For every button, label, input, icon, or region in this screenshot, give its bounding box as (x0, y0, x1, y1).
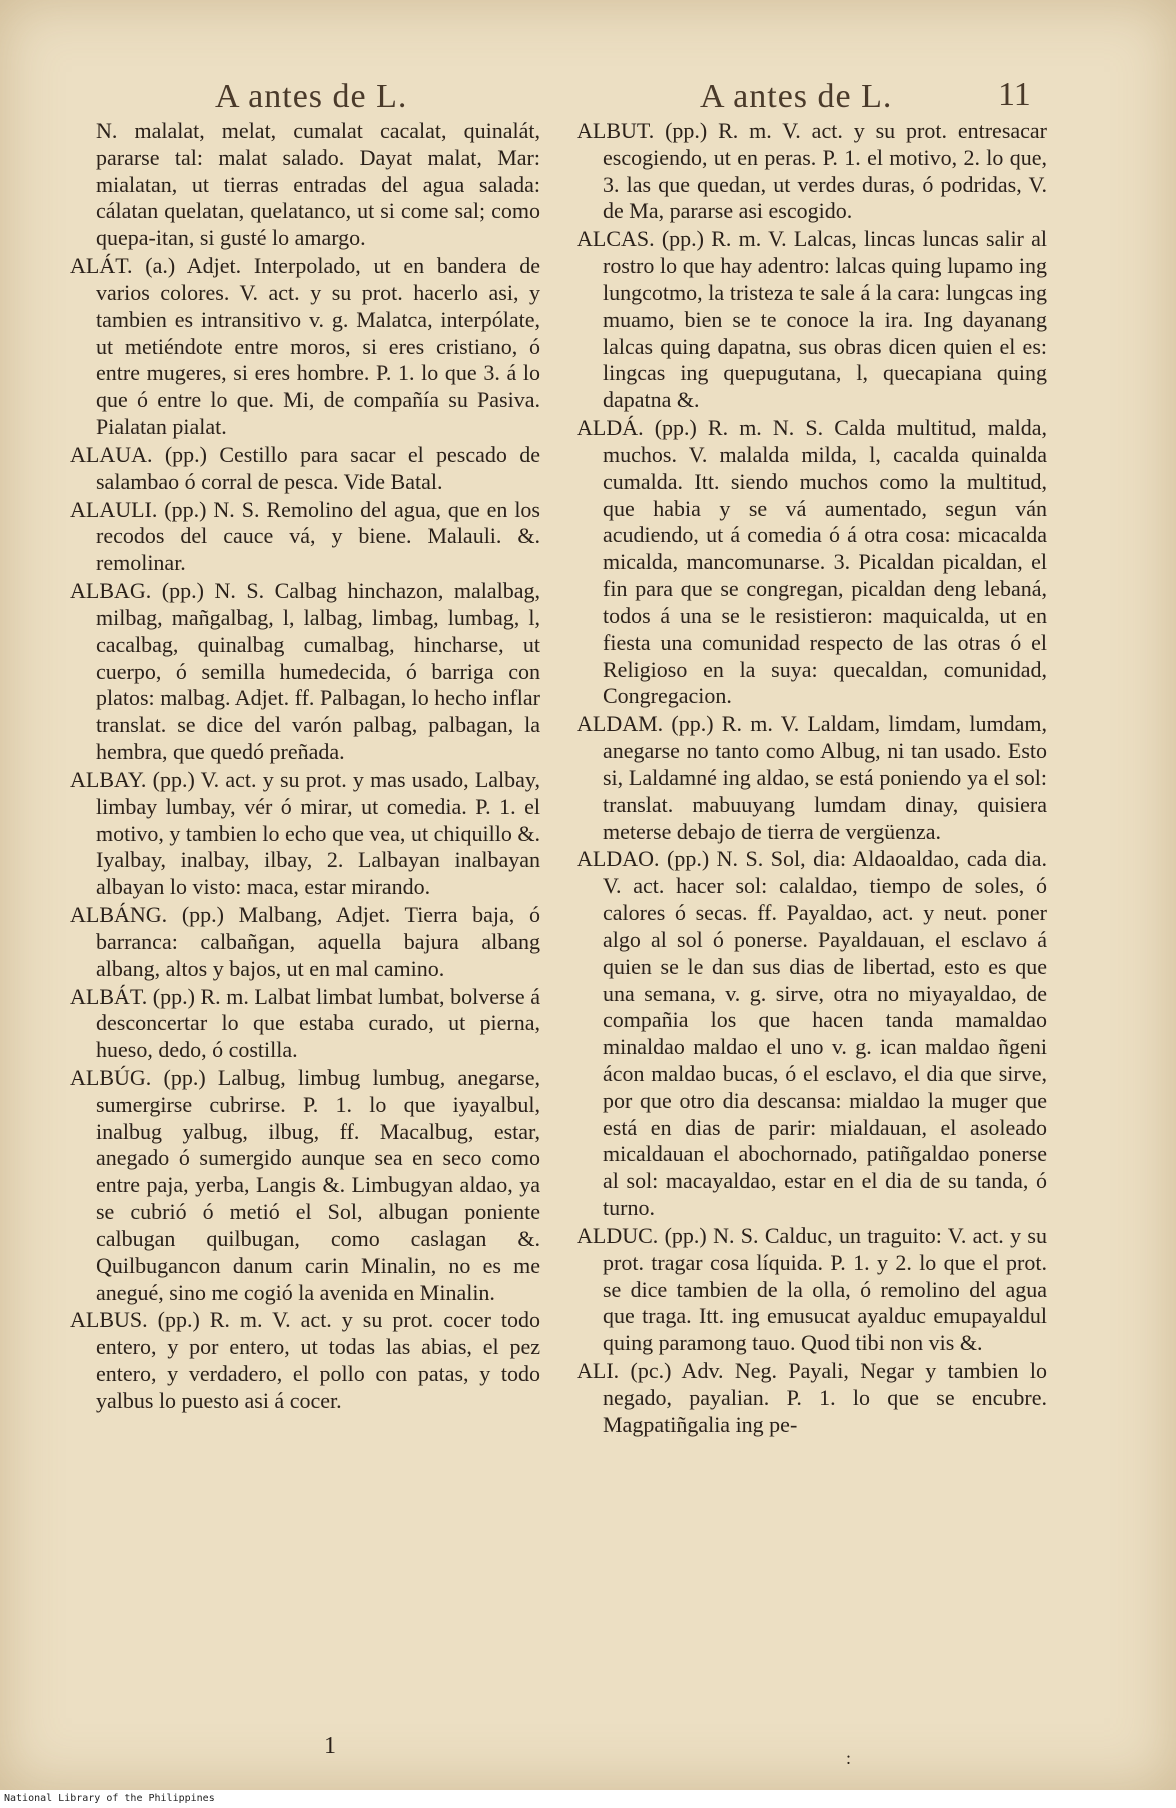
page-number: 11 (998, 76, 1031, 113)
left-column (70, 118, 540, 1416)
dictionary-entry: ALBÚG. (pp.) Lalbug, limbug lumbug, anegarse, sumergirse cubrirse. P. 1. lo que iyayalbul, inalbug yalbug, ilbug, ff. Macalbug, estar, anegado ó sumergido aunque sea en seco como entre paja, yerba, Langis &. Limbugyan aldao, ya se cubrió ó metió el Sol, albugan poniente calbugan quilbugan, como caslagan &. Quilbugancon danum carin Minalin, no es me anegué, sino me cogió la avenida en Minalin. (70, 1064, 540, 1305)
dictionary-entry: ALBUS. (pp.) R. m. V. act. y su prot. cocer todo entero, y por entero, ut todas las abias, el pez entero, y verdadero, el pollo con patas, y todo yalbus lo puesto asi á cocer. (70, 1307, 540, 1413)
dictionary-entry: ALI. (pc.) Adv. Neg. Payali, Negar y tambien lo negado, payalian. P. 1. lo que se encubre. Magpatiñgalia ing pe- (577, 1358, 1047, 1437)
catchword-mark: : (846, 1748, 852, 1768)
dictionary-entry: ALAUA. (pp.) Cestillo para sacar el pescado de salambao ó corral de pesca. Vide Batal. (70, 441, 540, 494)
entry-continuation: N. malalat, melat, cumalat cacalat, quinalát, pararse tal: malat salado. Dayat malat, Mar: mialatan, ut tierras entradas del agua salada: cálatan quelatan, quelatanco, ut si come sal; como quepa-itan, si gusté lo amargo. (96, 118, 540, 251)
right-column (577, 118, 1047, 1440)
signature-mark: 1 (324, 1733, 336, 1759)
running-header-left: A antes de L. (215, 78, 408, 115)
dictionary-entry: ALCAS. (pp.) R. m. V. Lalcas, lincas luncas salir al rostro lo que hay adentro: lalcas quing lupamo ing lungcotmo, la tristeza te sale á la cara: lungcas ing muamo, bien se te conoce la ira. Ing dayanang lalcas quing dapatna, sus obras dicen quien el es: lingcas ing quepugutana, l, quecapiana quing dapatna &. (577, 226, 1047, 413)
dictionary-entry: ALDAM. (pp.) R. m. V. Laldam, limdam, lumdam, anegarse no tanto como Albug, ni tan usado. Esto si, Laldamné ing aldao, se está poniendo ya el sol: translat. mabuuyang lumdam dinay, quisiera meterse debajo de tierra de vergüenza. (577, 711, 1047, 844)
dictionary-entry: ALBÁT. (pp.) R. m. Lalbat limbat lumbat, bolverse á desconcertar lo que estaba curado, ut pierna, hueso, dedo, ó costilla. (70, 983, 540, 1063)
dictionary-entry: ALDUC. (pp.) N. S. Calduc, un traguito: V. act. y su prot. tragar cosa líquida. P. 1. y 2. lo que el prot. se dice tambien de la olla, ó remolino del agua que traga. Itt. ing emusucat ayalduc emupayaldul quing paramong tauo. Quod tibi non vis &. (577, 1222, 1047, 1356)
dictionary-entry: ALDÁ. (pp.) R. m. N. S. Calda multitud, malda, muchos. V. malalda milda, l, cacalda quinalda cumalda. Itt. siendo muchos como la multitud, que habia y se vá aumentado, segun ván acudiendo, ut á comedia ó á otra cosa: micacalda micalda, mancomunarse. 3. Picaldan picaldan, el fin para que se congregan, picaldan deng lebaná, todos á una se le resistieron: maquicalda, ut en fiesta una comunidad respecto de las otras ó el Religioso en la suya: quecaldan, comunidad, Congregacion. (577, 415, 1047, 709)
dictionary-entry: ALBAG. (pp.) N. S. Calbag hinchazon, malalbag, milbag, mañgalbag, l, lalbag, limbag, lumbag, l, cacalbag, quinalbag cumalbag, hincharse, ut cuerpo, ó semilla humedecida, ó barriga con platos: malbag. Adjet. ff. Palbagan, lo hecho inflar translat. se dice del varón palbag, palbagan, la hembra, que quedó preñada. (70, 578, 540, 765)
dictionary-entry: ALÁT. (a.) Adjet. Interpolado, ut en bandera de varios colores. V. act. y su prot. hacerlo asi, y tambien es intransitivo v. g. Malatca, interpólate, ut metiéndote entre moros, si eres cristiano, ó entre mugeres, si eres hombre. P. 1. lo que 3. á lo que ó entre lo que. Mi, de compañía su Pasiva. Pialatan pialat. (70, 253, 540, 440)
dictionary-entry: ALBAY. (pp.) V. act. y su prot. y mas usado, Lalbay, limbay lumbay, vér ó mirar, ut comedia. P. 1. el motivo, y tambien lo echo que vea, ut chiquillo &. Iyalbay, inalbay, ilbay, 2. Lalbayan inalbayan albayan lo visto: maca, estar mirando. (70, 766, 540, 900)
library-footer: National Library of the Philippines (4, 1793, 215, 1804)
running-header-right: A antes de L. (700, 78, 893, 115)
dictionary-entry: ALDAO. (pp.) N. S. Sol, dia: Aldaoaldao, cada dia. V. act. hacer sol: calaldao, tiempo de soles, ó calores ó secas. ff. Payaldao, act. y neut. poner algo al sol ó ponerse. Payaldauan, el esclavo á quien se le dan sus dias de libertad, esto es que una semana, v. g. sirve, otra no miyayaldao, de compañia los que hacen tanda mamaldao minaldao maldao el uno v. g. ican maldao ñgeni ácon maldao bucas, ó el esclavo, el dia que sirve, por que otro dia descansa: mialdao la muger que está en dias de parir: mialdauan, el asoleado micaldauan el abochornado, patiñgaldao ponerse al sol: macayaldao, estar en el dia de su tanda, ó turno. (577, 846, 1047, 1221)
dictionary-entry: ALAULI. (pp.) N. S. Remolino del agua, que en los recodos del cauce vá, y biene. Malauli. &. remolinar. (70, 496, 540, 576)
dictionary-entry: ALBÁNG. (pp.) Malbang, Adjet. Tierra baja, ó barranca: calbañgan, aquella bajura albang albang, altos y bajos, ut en mal camino. (70, 902, 540, 981)
dictionary-entry: ALBUT. (pp.) R. m. V. act. y su prot. entresacar escogiendo, ut en peras. P. 1. el motivo, 2. lo que, 3. las que quedan, ut verdes duras, ó podridas, V. de Ma, pararse asi escogido. (577, 118, 1047, 224)
